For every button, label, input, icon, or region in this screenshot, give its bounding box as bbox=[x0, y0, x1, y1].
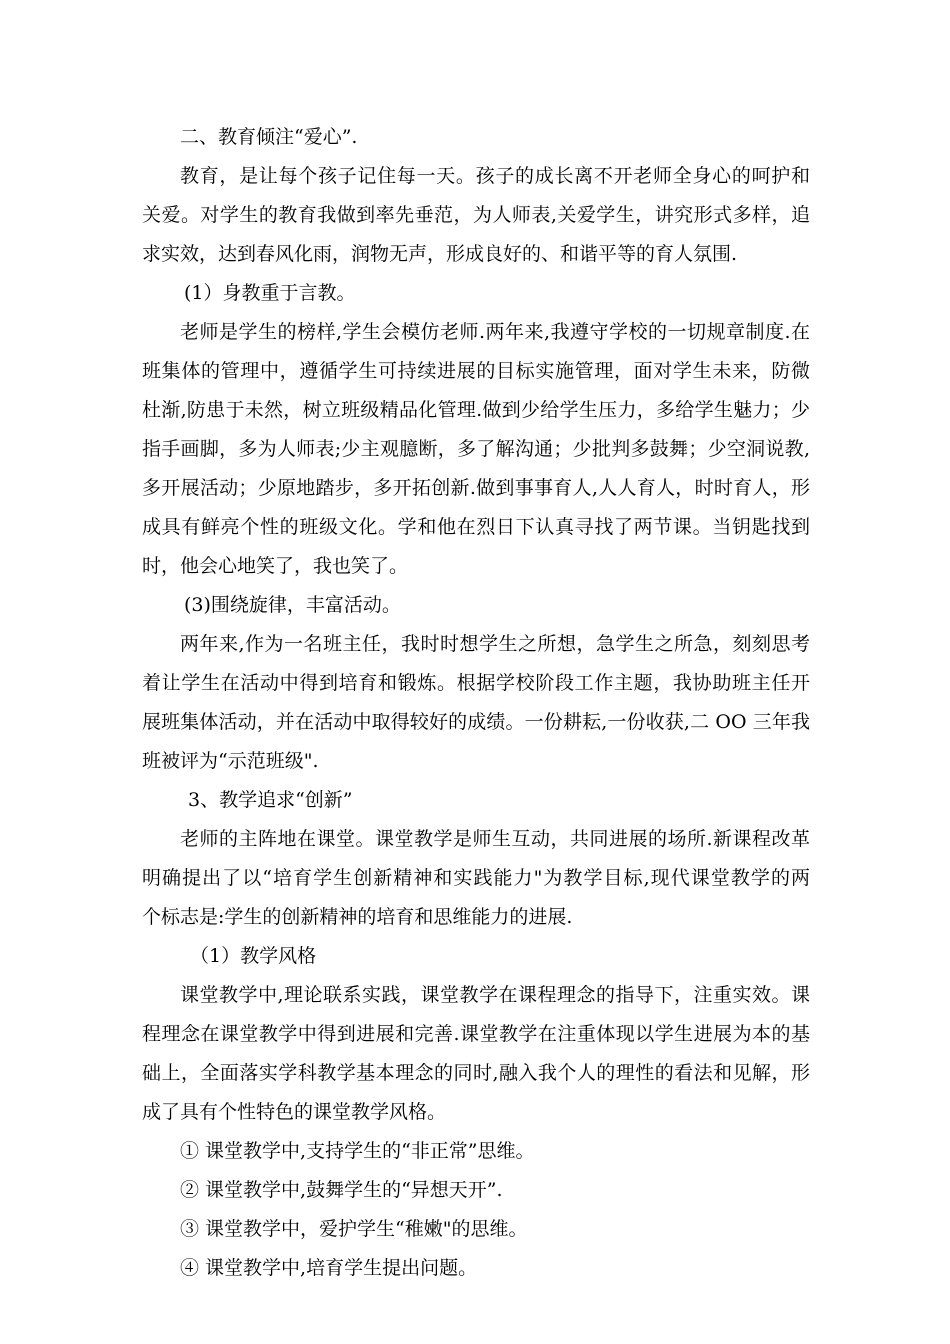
paragraph-line: 班被评为“示范班级". bbox=[142, 750, 319, 772]
paragraph-line: 成了具有个性特色的课堂教学风格。 bbox=[142, 1101, 447, 1123]
paragraph-line: 老师是学生的榜样,学生会模仿老师.两年来,我遵守学校的一切规章制度.在 bbox=[180, 321, 810, 343]
paragraph-line: 课堂教学中,理论联系实践，课堂教学在课程理念的指导下，注重实效。课 bbox=[180, 984, 810, 1006]
list-item: ① 课堂教学中,支持学生的“非正常”思维。 bbox=[180, 1140, 535, 1162]
paragraph-line: 明确提出了以“培育学生创新精神和实践能力"为教学目标,现代课堂教学的两 bbox=[142, 867, 810, 889]
paragraph-line: 教育，是让每个孩子记住每一天。孩子的成长离不开老师全身心的呵护和 bbox=[180, 165, 810, 187]
paragraph-line: 求实效，达到春风化雨，润物无声，形成良好的、和谐平等的育人氛围. bbox=[142, 243, 738, 265]
paragraph-line: 着让学生在活动中得到培育和锻炼。根据学校阶段工作主题，我协助班主任开 bbox=[142, 672, 810, 694]
paragraph-line: 础上，全面落实学科教学基本理念的同时,融入我个人的理性的看法和见解，形 bbox=[142, 1062, 810, 1084]
subheading-teaching-style: （1）教学风格 bbox=[190, 945, 317, 967]
paragraph-line: 时，他会心地笑了，我也笑了。 bbox=[142, 555, 409, 577]
paragraph-line: 班集体的管理中，遵循学生可持续进展的目标实施管理，面对学生未来，防微 bbox=[142, 360, 810, 382]
paragraph-line: 指手画脚，多为人师表;少主观臆断，多了解沟通；少批判多鼓舞；少空洞说教, bbox=[142, 438, 810, 460]
list-item: ④ 课堂教学中,培育学生提出问题。 bbox=[180, 1257, 478, 1279]
document-body bbox=[142, 118, 810, 1288]
section-heading-innovation: 3、教学追求“创新” bbox=[188, 789, 353, 811]
paragraph-line: 展班集体活动，并在活动中取得较好的成绩。一份耕耘,一份收获,二 OO 三年我 bbox=[142, 711, 810, 733]
paragraph-line: 个标志是:学生的创新精神的培育和思维能力的进展. bbox=[142, 906, 573, 928]
paragraph-line: 关爱。对学生的教育我做到率先垂范，为人师表,关爱学生，讲究形式多样，追 bbox=[142, 204, 810, 226]
paragraph-line: 多开展活动；少原地踏步，多开拓创新.做到事事育人,人人育人，时时育人，形 bbox=[142, 477, 810, 499]
paragraph-line: 两年来,作为一名班主任，我时时想学生之所想，急学生之所急，刻刻思考 bbox=[180, 633, 810, 655]
list-item: ③ 课堂教学中，爱护学生“稚嫩"的思维。 bbox=[180, 1218, 528, 1240]
subheading-activities: (3)围绕旋律，丰富活动。 bbox=[184, 594, 401, 616]
paragraph-line: 杜渐,防患于未然，树立班级精品化管理.做到少给学生压力，多给学生魅力；少 bbox=[142, 399, 810, 421]
paragraph-line: 程理念在课堂教学中得到进展和完善.课堂教学在注重体现以学生进展为本的基 bbox=[142, 1023, 810, 1045]
list-item: ② 课堂教学中,鼓舞学生的“异想天开”. bbox=[180, 1179, 503, 1201]
section-heading-love: 二、教育倾注“爱心”. bbox=[180, 126, 358, 148]
paragraph-line: 老师的主阵地在课堂。课堂教学是师生互动，共同进展的场所.新课程改革 bbox=[180, 828, 810, 850]
subheading-example: (1）身教重于言教。 bbox=[184, 282, 356, 304]
paragraph-line: 成具有鲜亮个性的班级文化。学和他在烈日下认真寻找了两节课。当钥匙找到 bbox=[142, 516, 810, 538]
